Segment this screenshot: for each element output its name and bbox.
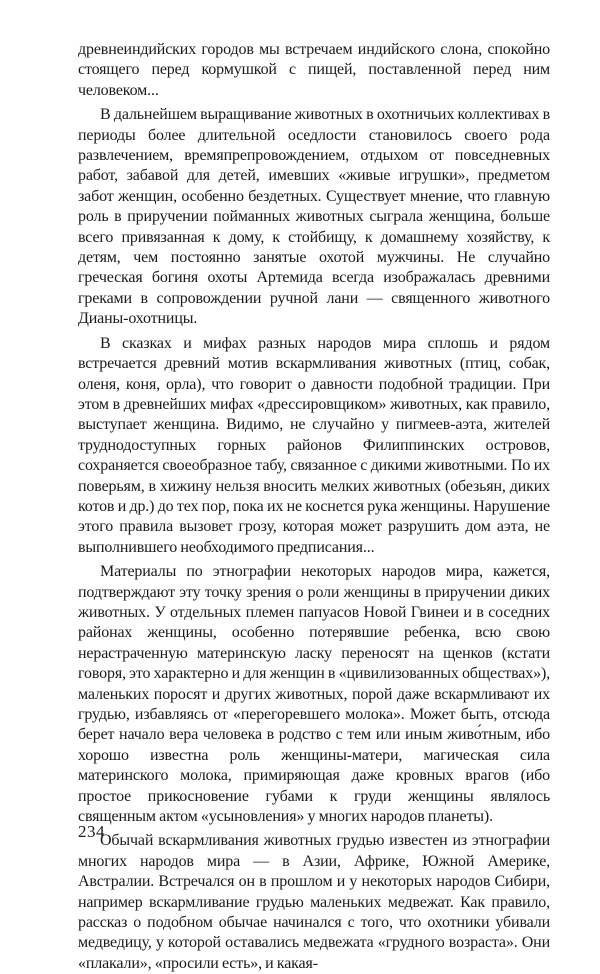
paragraph-3: В сказках и мифах разных народов мира сплошь и рядом встречается древний мотив вскармливания животных (птиц, собак, оленя, коня, орла), что говорит о давности подобной традиции. При этом в древнейших мифах «дрессировщиком» животных, как правило, выступает женщина. Видимо, не случайно у пигмеев-аэта, жителей труднодоступных горных районов Филиппинских островов, сохраняется своеобразное табу, связанное с дикими животными. По их поверьям, в хижину нельзя вносить мелких животных (обезьян, диких котов и др.) до тех пор, пока их не коснется рука женщины. Нарушение этого правила вызовет грозу, которая может разрушить дом аэта, не выполнившего необходимого предписания... (78, 334, 550, 556)
paragraph-4: Материалы по этнографии некоторых народов мира, кажется, подтверждают эту точку зрения о роли женщины в приручении диких животных. У отдельных племен папуасов Новой Гвинеи и в соседних районах женщины, особенно потерявшие ребенка, всю свою нерастраченную материнскую ласку переносят на щенков (кстати говоря, это характерно и для женщин в «цивилизованных обществах»), маленьких поросят и других животных, порой даже вскармливают их грудью, избавляясь от «перегоревшего молока». Может быть, отсюда берет начало вера человека в родство с тем или иным живо́тным, ибо хорошо известна роль женщины-матери, магическая сила материнского молока, примиряющая даже кровных врагов (ибо простое прикосновение губами к груди женщины являлось священным актом «усыновления» у многих народов планеты). (78, 563, 550, 826)
paragraph-5: Обычай вскармливания животных грудью известен из этнографии многих народов мира — в Азии, Африке, Южной Америке, Австралии. Встречался он в прошлом и у некоторых народов Сибири, например вскармливание грудью маленьких медвежат. Как правило, рассказ о подобном обычае начинался с того, что охотники убивали медведицу, у которой оставались медвежата «грудного возраста». Они «плакали», «просили есть», и какая- (78, 832, 550, 972)
body-text (78, 40, 550, 974)
page-number: 234 (78, 822, 105, 841)
paragraph-2: В дальнейшем выращивание животных в охотничьих коллективах в периоды более длительной оседлости становилось своего рода развлечением, времяпрепровождением, отдыхом от повседневных работ, забавой для детей, имевших «живые игрушки», предметом забот женщин, особенно бездетных. Существует мнение, что главную роль в приручении пойманных животных сыграла женщина, больше всего привязанная к дому, к стойбищу, к домашнему хозяйству, к детям, чем постоянно занятые охотой мужчины. Не случайно греческая богиня охоты Артемида всегда изображалась древними греками в сопровождении ручной лани — священного животного Дианы-охотницы. (78, 106, 550, 328)
book-page (78, 40, 550, 972)
paragraph-1: древнеиндийских городов мы встречаем индийского слона, спокойно стоящего перед кормушкой с пищей, поставленной перед ним человеком... (78, 41, 550, 99)
